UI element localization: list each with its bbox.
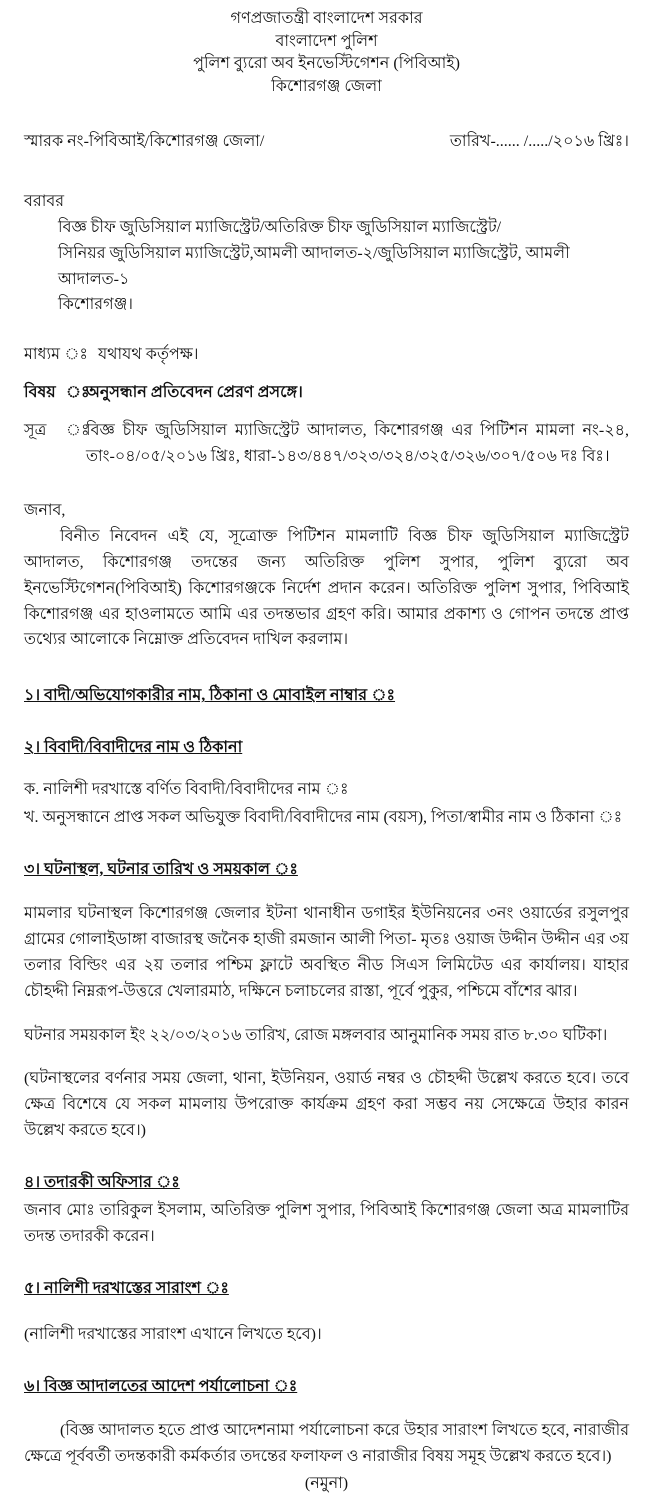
reference-separator: ঃ [66,422,90,440]
medium-text: যথাযথ কর্তৃপক্ষ। [97,346,199,364]
section-4-body: জনাব মোঃ তারিকুল ইসলাম, অতিরিক্ত পুলিশ সুপার, পিবিআই কিশোরগঞ্জ জেলা অত্র মামলাটির তদন্ত তদারকী করেন। [24,1202,629,1245]
addressee-block [24,189,629,319]
section-2-item-b: খ. অনুসন্ধানে প্রাপ্ত সকল অভিযুক্ত বিবাদী/বিবাদীদের নাম (বয়স), পিতা/স্বামীর নাম ও ঠিকানা ঃ [24,809,623,827]
letterhead [24,6,629,99]
reference-label: সূত্র [24,422,47,440]
sample-label: (নমুনা) [304,1475,349,1493]
subject-label: বিষয় [24,384,56,402]
section-3-note-paragraph: (ঘটনাস্থলের বর্ণনার সময় জেলা, থানা, ইউনিয়ন, ওয়ার্ড নম্বর ও চৌহদ্দী উল্লেখ করতে হবে। তবে ক্ষেত্র বিশেষে যে সকল মামলায় উপরোক্ত কার্যক্রম গ্রহণ করা সম্ভব নয় সেক্ষেত্রে উহার কারন উল্লেখ করতে হবে।) [24,1070,629,1140]
section-2-item-a: ক. নালিশী দরখাস্তে বর্ণিত বিবাদী/বিবাদীদের নাম ঃ [24,781,349,799]
intro-paragraph: বিনীত নিবেদন এই যে, সূত্রোক্ত পিটিশন মামলাটি বিজ্ঞ চীফ জুডিসিয়াল ম্যাজিস্ট্রেট আদালত, কিশোরগঞ্জ তদন্তের জন্য অতিরিক্ত পুলিশ সুপার, পুলিশ ব্যুরো অব ইনভেস্টিগেশন(পিবিআই) কিশোরগঞ্জকে নির্দেশ প্রদান করেন। অতিরিক্ত পুলিশ সুপার, পিবিআই কিশোরগঞ্জ এর হাওলামতে আমি এর তদন্তভার গ্রহণ করি। আমার প্রকাশ্য ও গোপন তদন্তে প্রাপ্ত তথ্যের আলোকে নিম্নোক্ত প্রতিবেদন দাখিল করলাম। [24,527,629,649]
subject-text: অনুসন্ধান প্রতিবেদন প্রেরণ প্রসঙ্গে। [86,384,303,402]
salutation: জনাব, [24,501,66,519]
section-2-items [24,777,629,831]
addressee-line: বিজ্ঞ চীফ জুডিসিয়াল ম্যাজিস্ট্রেট/অতিরিক্ত চীফ জুডিসিয়াল ম্যাজিস্ট্রেট/ [58,218,502,236]
section-2-heading: ২। বিবাদী/বিবাদীদের নাম ও ঠিকানা [24,739,243,757]
medium-label: মাধ্যম ঃ [24,346,88,364]
section-3-heading: ৩। ঘটনাস্থল, ঘটনার তারিখ ও সময়কাল ঃ [24,861,298,878]
section-3-time-paragraph: ঘটনার সময়কাল ইং ২২/০৩/২০১৬ তারিখ, রোজ মঙ্গলবার আনুমানিক সময় রাত ৮.৩০ ঘটিকা। [24,1026,608,1044]
subject-line [24,380,629,406]
addressee-lines [24,215,629,319]
memo-date: তারিখ-...... /...../২০১৬ খ্রিঃ। [449,132,629,150]
memo-number: স্মারক নং-পিবিআই/কিশোরগঞ্জ জেলা/ [24,132,265,150]
section-5-heading: ৫। নালিশী দরখাস্তের সারাংশ ঃ [24,1279,229,1297]
section-5-body: (নালিশী দরখাস্তের সারাংশ এখানে লিখতে হবে)। [24,1325,322,1343]
addressee-line: কিশোরগঞ্জ। [58,296,133,314]
letterhead-bureau: পুলিশ ব্যুরো অব ইনভেস্টিগেশন (পিবিআই) [193,55,460,73]
section-4-heading: ৪। তদারকী অফিসার ঃ [24,1174,180,1192]
section-6-note-paragraph: (বিজ্ঞ আদালত হতে প্রাপ্ত আদেশনামা পর্যালোচনা করে উহার সারাংশ লিখতে হবে, নারাজীর ক্ষেত্রে পূর্ববর্তী তদন্তকারী কর্মকর্তার তদন্তের ফলাফল ও নারাজীর বিষয় সমূহ উল্লেখ করতে হবে।) [24,1421,629,1465]
letterhead-government: গণপ্রজাতন্ত্রী বাংলাদেশ সরকার [230,10,423,27]
reference-line [24,418,629,470]
memo-row [24,129,629,155]
letterhead-organization: বাংলাদেশ পুলিশ [275,32,378,50]
section-1-heading: ১। বাদী/অভিযোগকারীর নাম, ঠিকানা ও মোবাইল নাম্বার ঃ [24,687,396,705]
letterhead-district: কিশোরগঞ্জ জেলা [271,78,382,96]
medium-line [24,342,629,368]
addressee-label: বরাবর [24,192,65,210]
subject-separator: ঃ [66,384,90,402]
section-6-heading: ৬। বিজ্ঞ আদালতের আদেশ পর্যালোচনা ঃ [24,1377,298,1395]
addressee-line: সিনিয়র জুডিসিয়াল ম্যাজিস্ট্রেট,আমলী আদালত-২/জুডিসিয়াল ম্যাজিস্ট্রেট, আমলী আদালত-১ [58,244,570,288]
section-3-location-paragraph: মামলার ঘটনাস্থল কিশোরগঞ্জ জেলার ইটনা থানাধীন ডগাইর ইউনিয়নের ৩নং ওয়ার্ডের রসুলপুর গ্রামের গোলাইডাঙ্গা বাজারস্থ জনৈক হাজী রমজান আলী পিতা- মৃতঃ ওয়াজ উদ্দীন উদ্দীন এর ৩য় তলার বিল্ডিং এর ২য় তলার পশ্চিম ফ্লাটে অবস্থিত নীড সিএস লিমিটেড এর কার্যালয়। যাহার চৌহদ্দী নিম্নরূপ-উত্তরে খেলারমাঠ, দক্ষিনে চলাচলের রাস্তা, পূর্বে পুকুর, পশ্চিমে বাঁশের ঝার। [24,904,629,1000]
reference-text: বিজ্ঞ চীফ জুডিসিয়াল ম্যাজিস্ট্রেট আদালত, কিশোরগঞ্জ এর পিটিশন মামলা নং-২৪, তাং-০৪/০৫/২০১৬ খ্রিঃ, ধারা-১৪৩/৪৪৭/৩২৩/৩২৪/৩২৫/৩২৬/৩০৭/৫০৬ দঃ বিঃ। [86,422,629,466]
